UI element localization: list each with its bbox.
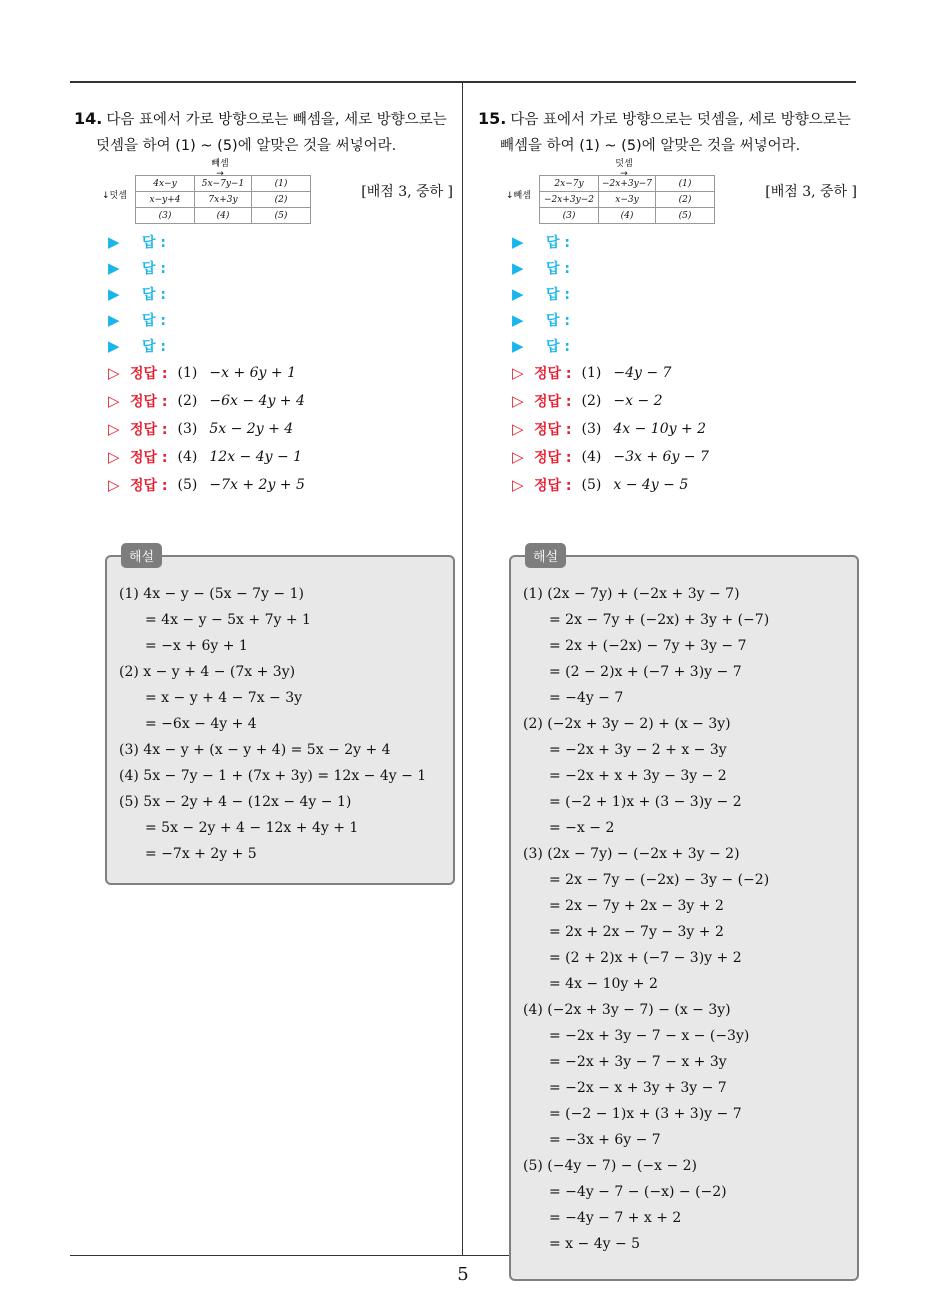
triangle-outline-icon: ▷: [512, 476, 524, 494]
table-row: (3) (4) (5): [136, 208, 311, 224]
explanation-line: (5) (−4y − 7) − (−x − 2): [523, 1158, 698, 1174]
triangle-right-icon: ▶: [108, 311, 120, 329]
explanation-line: = 2x − 7y + (−2x) + 3y + (−7): [549, 612, 770, 628]
question-14-table: [135, 175, 311, 224]
answer-row[interactable]: ▶ 답 :: [74, 307, 459, 333]
explanation-tag: 해설: [121, 543, 162, 568]
explanation-line: = −2x + 3y − 7 − x − (−3y): [549, 1028, 750, 1044]
answer-row[interactable]: ▶ 답 :: [74, 229, 459, 255]
score-badge: [배점 3, 중하 ]: [765, 184, 857, 200]
triangle-right-icon: ▶: [108, 233, 120, 251]
question-15-text: 15. 다음 표에서 가로 방향으로는 덧셈을, 세로 방향으로는 빼셈을 하여 (1) ~ (5)에 알맞은 것을 써넣어라.: [478, 109, 851, 154]
triangle-outline-icon: ▷: [512, 364, 524, 382]
triangle-right-icon: ▶: [512, 285, 524, 303]
explanation-line: = x − 4y − 5: [549, 1236, 641, 1252]
answer-row[interactable]: ▶ 답 :: [478, 281, 863, 307]
explanation-line: = (−2 + 1)x + (3 − 3)y − 2: [549, 794, 742, 810]
question-15: [478, 106, 863, 499]
table-side-label: ↓덧셈: [102, 191, 127, 201]
triangle-right-icon: ▶: [108, 285, 120, 303]
answer-list: [74, 229, 459, 359]
solution-row: ▷ 정답 : (2) −6x − 4y + 4: [74, 387, 459, 415]
explanation-line: = (−2 − 1)x + (3 + 3)y − 7: [549, 1106, 742, 1122]
solution-row: ▷ 정답 : (4) −3x + 6y − 7: [478, 443, 863, 471]
table-row: (3) (4) (5): [540, 208, 715, 224]
explanation-line: = −7x + 2y + 5: [145, 846, 257, 862]
explanation-line: = −x − 2: [549, 820, 615, 836]
answer-row[interactable]: ▶ 답 :: [478, 307, 863, 333]
explanation-line: = 5x − 2y + 4 − 12x + 4y + 1: [145, 820, 359, 836]
table-top-label: 덧셈 →: [615, 159, 633, 179]
question-14-table-area: [74, 159, 459, 223]
explanation-line: = −6x − 4y + 4: [145, 716, 257, 732]
explanation-line: (1) (2x − 7y) + (−2x + 3y − 7): [523, 586, 740, 602]
explanation-line: = x − y + 4 − 7x − 3y: [145, 690, 303, 706]
top-rule: [70, 81, 856, 83]
explanation-line: = 2x + (−2x) − 7y + 3y − 7: [549, 638, 747, 654]
question-14-text: 14. 다음 표에서 가로 방향으로는 빼셈을, 세로 방향으로는 덧셈을 하여 (1) ~ (5)에 알맞은 것을 써넣어라.: [74, 109, 447, 154]
explanation-line: = −4y − 7: [549, 690, 624, 706]
table-row: −2x+3y−2 x−3y (2): [540, 192, 715, 208]
triangle-right-icon: ▶: [512, 311, 524, 329]
explanation-line: (4) (−2x + 3y − 7) − (x − 3y): [523, 1002, 731, 1018]
triangle-right-icon: ▶: [512, 337, 524, 355]
solution-row: ▷ 정답 : (3) 5x − 2y + 4: [74, 415, 459, 443]
solution-list: [478, 359, 863, 499]
answer-row[interactable]: ▶ 답 :: [74, 281, 459, 307]
explanation-line: = 4x − y − 5x + 7y + 1: [145, 612, 311, 628]
table-side-label: ↓빼셈: [506, 191, 531, 201]
question-14: [74, 106, 459, 499]
solution-row: ▷ 정답 : (4) 12x − 4y − 1: [74, 443, 459, 471]
answer-row[interactable]: ▶ 답 :: [74, 333, 459, 359]
column-divider: [462, 81, 463, 1256]
explanation-line: (1) 4x − y − (5x − 7y − 1): [119, 586, 304, 602]
explanation-line: = (2 − 2)x + (−7 + 3)y − 7: [549, 664, 742, 680]
explanation-lines: [119, 581, 426, 867]
explanation-line: (4) 5x − 7y − 1 + (7x + 3y) = 12x − 4y − 1: [119, 768, 427, 784]
explanation-line: = −2x + 3y − 2 + x − 3y: [549, 742, 727, 758]
explanation-line: (2) (−2x + 3y − 2) + (x − 3y): [523, 716, 731, 732]
explanation-line: = −4y − 7 + x + 2: [549, 1210, 682, 1226]
answer-list: [478, 229, 863, 359]
score-badge: [배점 3, 중하 ]: [361, 184, 453, 200]
question-number: 15.: [478, 109, 507, 128]
answer-row[interactable]: ▶ 답 :: [478, 255, 863, 281]
solution-row: ▷ 정답 : (2) −x − 2: [478, 387, 863, 415]
explanation-line: (5) 5x − 2y + 4 − (12x − 4y − 1): [119, 794, 352, 810]
solution-list: [74, 359, 459, 499]
solution-row: ▷ 정답 : (3) 4x − 10y + 2: [478, 415, 863, 443]
table-row: x−y+4 7x+3y (2): [136, 192, 311, 208]
answer-row[interactable]: ▶ 답 :: [478, 229, 863, 255]
explanation-tag: 해설: [525, 543, 566, 568]
explanation-line: = 2x − 7y − (−2x) − 3y − (−2): [549, 872, 770, 888]
explanation-line: = 2x + 2x − 7y − 3y + 2: [549, 924, 724, 940]
triangle-outline-icon: ▷: [512, 420, 524, 438]
explanation-line: = −4y − 7 − (−x) − (−2): [549, 1184, 727, 1200]
solution-row: ▷ 정답 : (5) −7x + 2y + 5: [74, 471, 459, 499]
triangle-outline-icon: ▷: [512, 448, 524, 466]
explanation-line: = −2x − x + 3y + 3y − 7: [549, 1080, 727, 1096]
triangle-outline-icon: ▷: [108, 476, 120, 494]
question-number: 14.: [74, 109, 103, 128]
table-row: 2x−7y −2x+3y−7 (1): [540, 176, 715, 192]
explanation-line: = 2x − 7y + 2x − 3y + 2: [549, 898, 724, 914]
table-row: 4x−y 5x−7y−1 (1): [136, 176, 311, 192]
explanation-line: = (2 + 2)x + (−7 − 3)y + 2: [549, 950, 742, 966]
explanation-line: (3) (2x − 7y) − (−2x + 3y − 2): [523, 846, 740, 862]
explanation-box-14: [105, 550, 455, 885]
question-15-table-area: [478, 159, 863, 223]
triangle-right-icon: ▶: [108, 337, 120, 355]
explanation-line: (3) 4x − y + (x − y + 4) = 5x − 2y + 4: [119, 742, 391, 758]
question-15-table: [539, 175, 715, 224]
answer-row[interactable]: ▶ 답 :: [478, 333, 863, 359]
triangle-right-icon: ▶: [512, 259, 524, 277]
triangle-outline-icon: ▷: [108, 392, 120, 410]
explanation-line: = −2x + 3y − 7 − x + 3y: [549, 1054, 727, 1070]
explanation-line: = −3x + 6y − 7: [549, 1132, 661, 1148]
solution-row: ▷ 정답 : (5) x − 4y − 5: [478, 471, 863, 499]
explanation-line: = −x + 6y + 1: [145, 638, 248, 654]
triangle-outline-icon: ▷: [108, 364, 120, 382]
solution-row: ▷ 정답 : (1) −4y − 7: [478, 359, 863, 387]
triangle-outline-icon: ▷: [108, 420, 120, 438]
triangle-right-icon: ▶: [512, 233, 524, 251]
page-number: 5: [457, 1264, 469, 1285]
triangle-outline-icon: ▷: [108, 448, 120, 466]
explanation-line: (2) x − y + 4 − (7x + 3y): [119, 664, 296, 680]
explanation-line: = 4x − 10y + 2: [549, 976, 658, 992]
solution-row: ▷ 정답 : (1) −x + 6y + 1: [74, 359, 459, 387]
explanation-lines: [523, 581, 769, 1257]
table-top-label: 빼셈 →: [211, 159, 229, 179]
answer-row[interactable]: ▶ 답 :: [74, 255, 459, 281]
explanation-line: = −2x + x + 3y − 3y − 2: [549, 768, 727, 784]
triangle-right-icon: ▶: [108, 259, 120, 277]
explanation-box-15: [509, 550, 859, 1281]
triangle-outline-icon: ▷: [512, 392, 524, 410]
